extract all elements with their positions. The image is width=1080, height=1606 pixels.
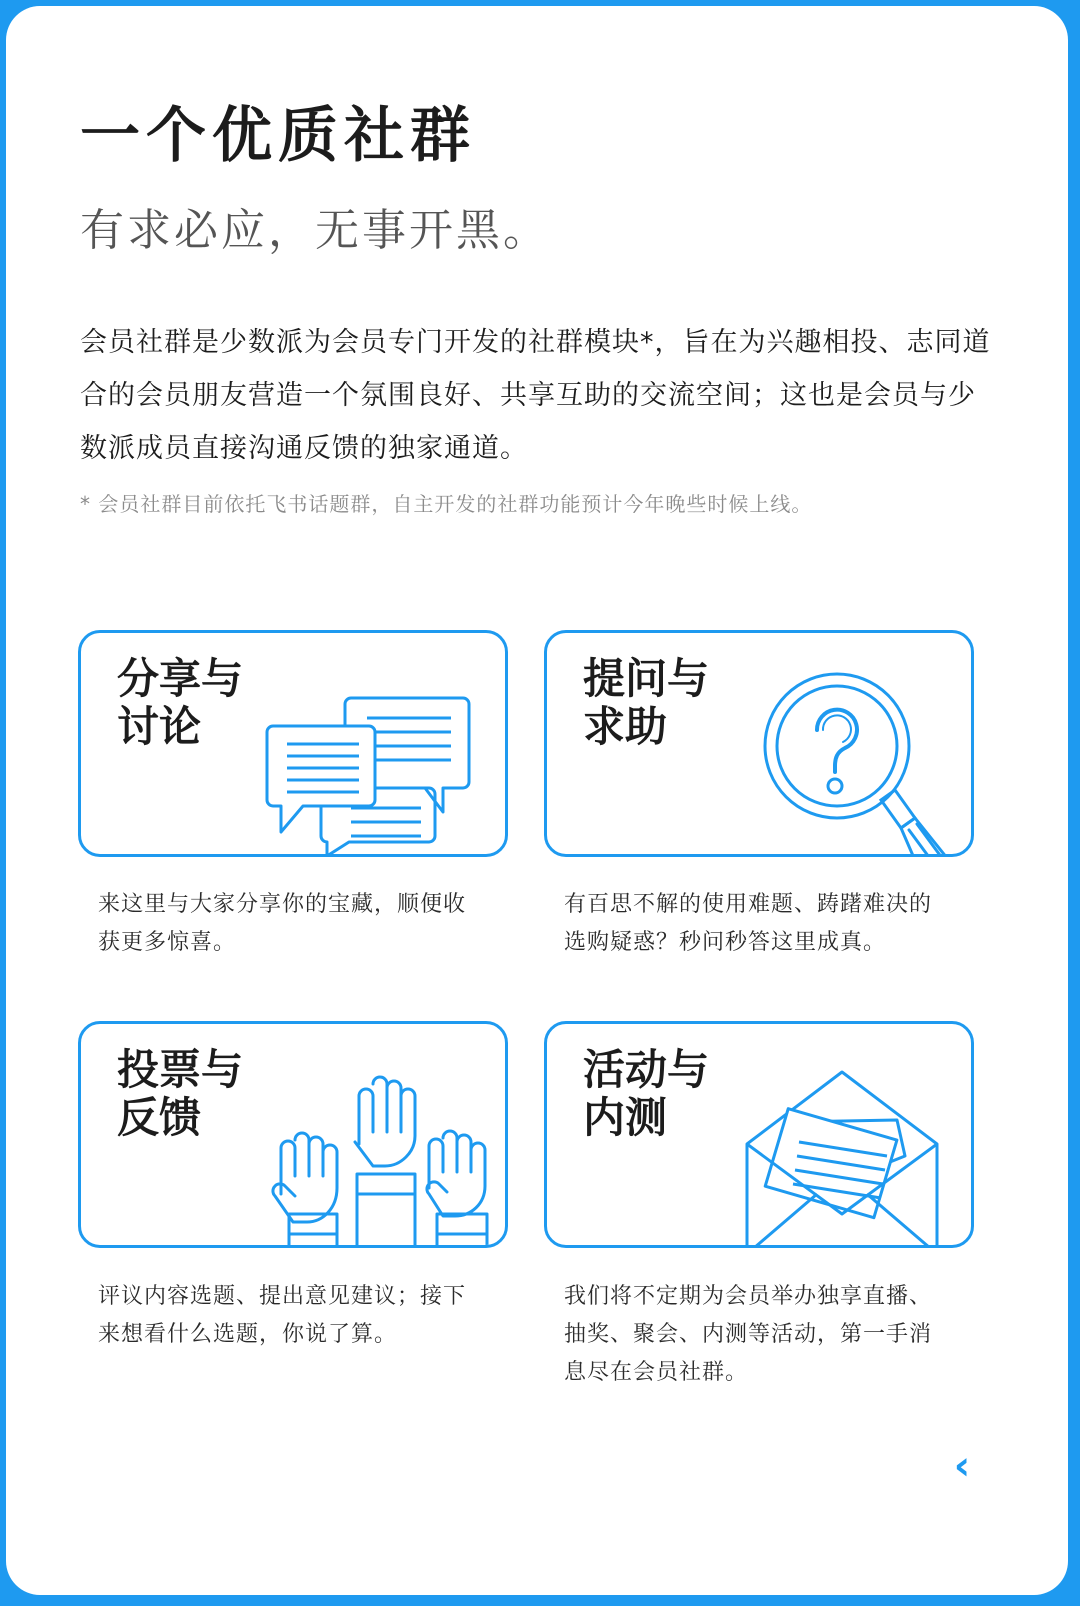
- page-frame: [6, 6, 1068, 1595]
- card-title: 分享与讨论: [117, 654, 244, 751]
- page-title: 一个优质社群: [80, 101, 476, 171]
- card-description: 我们将不定期为会员举办独享直播、抽奖、聚会、内测等活动，第一手消息尽在会员社群。: [564, 1284, 933, 1385]
- magnifier-question-icon: [747, 668, 974, 857]
- card-title: 提问与求助: [583, 654, 710, 751]
- card-ask-help: [544, 630, 974, 857]
- intro-paragraph: 会员社群是少数派为会员专门开发的社群模块*，旨在为兴趣相投、志同道合的会员朋友营造一个氛围良好、共享互助的交流空间；这也是会员与少数派成员直接沟通反馈的独家通道。: [80, 327, 991, 464]
- card-title: 投票与反馈: [117, 1045, 244, 1142]
- card-vote-feedback: [78, 1021, 508, 1248]
- card-title: 活动与内测: [583, 1045, 710, 1142]
- chat-bubbles-icon: [251, 688, 508, 857]
- card-description: 评议内容选题、提出意见建议；接下来想看什么选题，你说了算。: [98, 1284, 467, 1347]
- card-events-beta: [544, 1021, 974, 1248]
- card-description: 来这里与大家分享你的宝藏，顺便收获更多惊喜。: [98, 892, 467, 955]
- card-description: 有百思不解的使用难题、踌躇难决的选购疑惑？秒问秒答这里成真。: [564, 892, 933, 955]
- back-chevron-icon[interactable]: ‹: [953, 1443, 971, 1489]
- card-share-discuss: [78, 630, 508, 857]
- envelope-letter-icon: [737, 1064, 947, 1248]
- page-subtitle: 有求必应，无事开黑。: [80, 205, 550, 256]
- raised-hands-icon: [261, 1064, 508, 1248]
- footnote: * 会员社群目前依托飞书话题群，自主开发的社群功能预计今年晚些时候上线。: [80, 492, 813, 516]
